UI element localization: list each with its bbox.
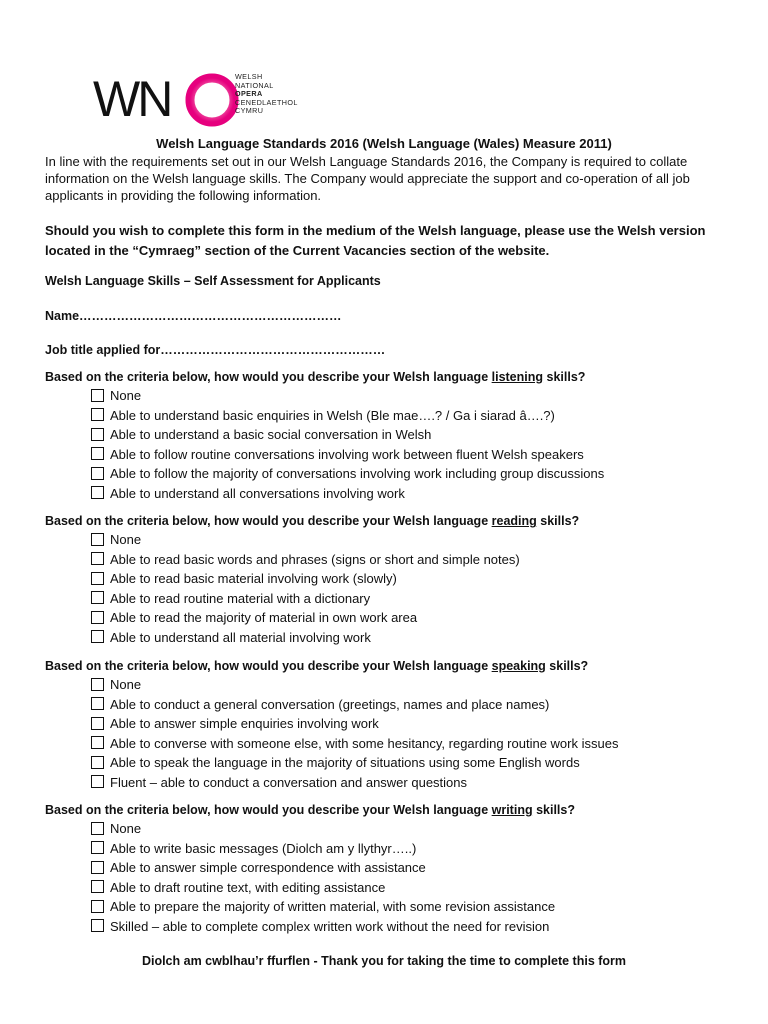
speaking-option: Able to converse with someone else, with some hesitancy, regarding routine work issues [45,734,745,754]
logo-wordmark [235,73,298,116]
speaking-option: Able to speak the language in the majority of situations using some English words [45,753,745,773]
checkbox[interactable] [91,467,104,480]
checkbox[interactable] [91,389,104,402]
checkbox[interactable] [91,678,104,691]
reading-option: Able to read the majority of material in own work area [45,608,745,628]
reading-option: Able to read routine material with a dictionary [45,589,745,609]
reading-question: Based on the criteria below, how would you describe your Welsh language reading skills? [45,514,580,528]
logo-letters: WN [93,71,171,127]
document-title: Welsh Language Standards 2016 (Welsh Language (Wales) Measure 2011) [156,136,612,151]
listening-option: Able to understand basic enquiries in Welsh (Ble mae….? / Ga i siarad â….?) [45,406,745,426]
skill-word: listening [491,370,544,384]
logo-line: CYMRU [235,106,264,116]
checkbox[interactable] [91,552,104,565]
skill-word: speaking [491,659,546,673]
writing-option: Able to prepare the majority of written material, with some revision assistance [45,897,745,917]
checkbox[interactable] [91,591,104,604]
form-subheading: Welsh Language Skills – Self Assessment for Applicants [45,274,381,288]
listening-option: None [45,386,745,406]
checkbox[interactable] [91,756,104,769]
checkbox[interactable] [91,880,104,893]
checkbox[interactable] [91,841,104,854]
name-field[interactable]: Name……………………………………………………… [45,309,342,323]
logo-line: OPERA [235,89,263,99]
listening-section [45,368,745,504]
checkbox[interactable] [91,919,104,932]
checkbox[interactable] [91,408,104,421]
checkbox[interactable] [91,900,104,913]
speaking-option: Fluent – able to conduct a conversation and answer questions [45,773,745,793]
speaking-section [45,657,745,793]
speaking-option: Able to answer simple enquiries involving work [45,714,745,734]
logo-line: WELSH [235,72,263,81]
skill-word: writing [491,803,533,817]
skill-word: reading [491,514,537,528]
logo-ring-icon [185,73,239,127]
listening-option: Able to understand a basic social conversation in Welsh [45,425,745,445]
reading-section [45,512,745,648]
job-title-field[interactable]: Job title applied for……………………………………………… [45,343,386,357]
writing-option: None [45,819,745,839]
speaking-option: Able to conduct a general conversation (greetings, names and place names) [45,695,745,715]
checkbox[interactable] [91,822,104,835]
reading-option: Able to understand all material involving work [45,628,745,648]
writing-option: Able to answer simple correspondence with assistance [45,858,745,878]
welsh-version-notice: Should you wish to complete this form in the medium of the Welsh language, please use the Welsh version located in the “Cymraeg” section of the Current Vacancies section of the website. [45,223,706,258]
speaking-question: Based on the criteria below, how would you describe your Welsh language speaking skills? [45,659,589,673]
writing-option: Able to write basic messages (Diolch am y llythyr…..) [45,839,745,859]
checkbox[interactable] [91,717,104,730]
checkbox[interactable] [91,775,104,788]
intro-paragraph: In line with the requirements set out in our Welsh Language Standards 2016, the Company is required to collate information on the Welsh language skills. The Company would appreciate the support and co-operation of all job applicants in providing the following information. [45,154,690,203]
thank-you-footer: Diolch am cwblhau’r ffurflen - Thank you for taking the time to complete this form [141,954,627,968]
logo-line: NATIONAL [235,80,274,90]
checkbox[interactable] [91,861,104,874]
listening-option: Able to understand all conversations involving work [45,484,745,504]
writing-option: Able to draft routine text, with editing assistance [45,878,745,898]
checkbox[interactable] [91,447,104,460]
writing-section [45,801,745,937]
checkbox[interactable] [91,611,104,624]
listening-option: Able to follow the majority of conversations involving work including group discussions [45,464,745,484]
listening-option: Able to follow routine conversations involving work between fluent Welsh speakers [45,445,745,465]
listening-question: Based on the criteria below, how would you describe your Welsh language listening skills? [45,370,586,384]
checkbox[interactable] [91,572,104,585]
writing-option: Skilled – able to complete complex written work without the need for revision [45,917,745,937]
reading-option: Able to read basic words and phrases (signs or short and simple notes) [45,550,745,570]
writing-question: Based on the criteria below, how would you describe your Welsh language writing skills? [45,803,575,817]
reading-option: Able to read basic material involving work (slowly) [45,569,745,589]
checkbox[interactable] [91,428,104,441]
checkbox[interactable] [91,486,104,499]
wno-logo [93,70,313,128]
checkbox[interactable] [91,736,104,749]
reading-option: None [45,530,745,550]
speaking-option: None [45,675,745,695]
checkbox[interactable] [91,697,104,710]
logo-line: CENEDLAETHOL [235,97,298,107]
checkbox[interactable] [91,533,104,546]
checkbox[interactable] [91,630,104,643]
